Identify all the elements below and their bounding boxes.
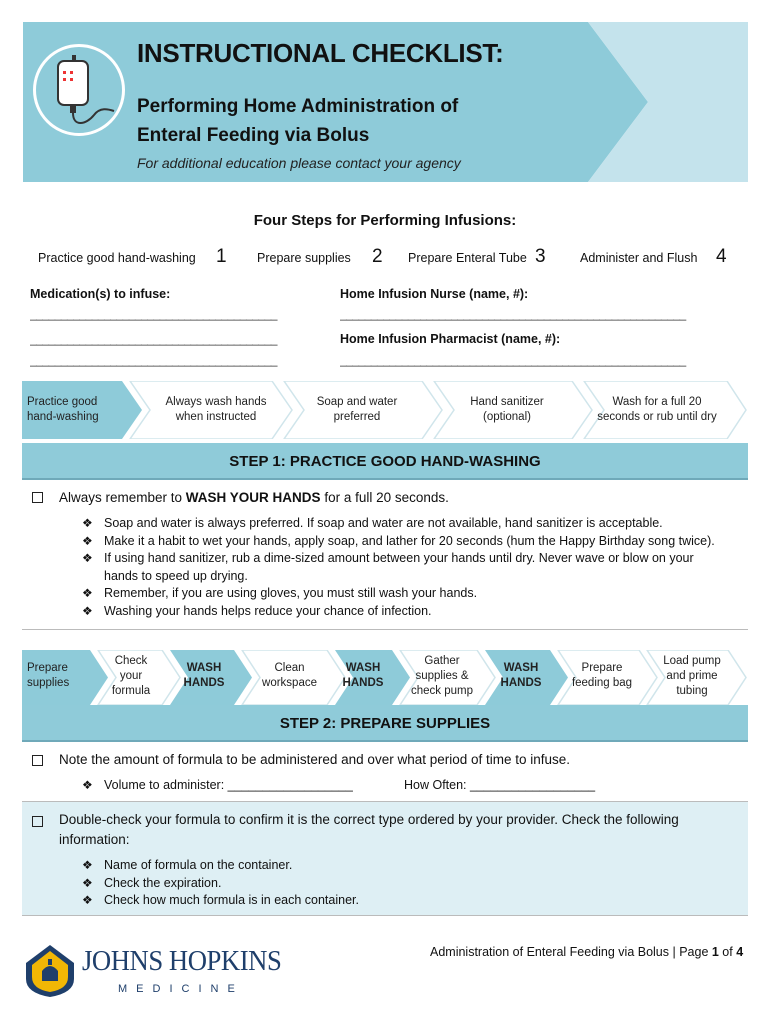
pharmacist-label: Home Infusion Pharmacist (name, #): <box>340 332 561 346</box>
flow2-step-8-line2: feeding bag <box>571 677 633 689</box>
flow2-step-1-line2: supplies <box>27 677 70 689</box>
page-subtitle <box>137 92 537 150</box>
flow2-step-6-line2: supplies & <box>415 670 469 682</box>
johns-hopkins-shield-logo <box>24 943 76 998</box>
contact-note: For additional education please contact your agency <box>137 155 461 171</box>
flow2-step-2-line3: formula <box>111 685 151 697</box>
step1-bullet: ❖ Washing your hands helps reduce your chance of infection. <box>82 603 742 621</box>
flow1-step-2 <box>146 395 286 425</box>
step2-volume-row <box>82 777 353 795</box>
flow2-step-7-line2: HANDS <box>500 677 542 689</box>
footer-page-total: 4 <box>736 945 744 959</box>
page-footer-text <box>430 945 743 959</box>
iv-bag-icon <box>33 44 125 136</box>
medications-line-2[interactable]: ________________________________________ <box>30 332 277 346</box>
flow2-step-9-line2: and prime <box>666 670 718 682</box>
step1-bullet: ❖ If using hand sanitizer, rub a dime-sized amount between your hands until dry. Never wave or blow on your hands to speed up drying. <box>82 550 724 585</box>
nurse-line[interactable]: ________________________________________________________ <box>340 307 686 321</box>
flow2-step-9-line1: Load pump <box>663 655 721 667</box>
four-step-label-1: Practice good hand-washing <box>38 251 196 265</box>
four-step-label-4: Administer and Flush <box>580 251 698 265</box>
step1-check-pre: Always remember to <box>59 490 186 505</box>
flow2-step-5-line2: HANDS <box>342 677 384 689</box>
flow1-step-5-line1: Wash for a full 20 <box>612 396 702 408</box>
step2-heading: STEP 2: PREPARE SUPPLIES <box>22 705 748 742</box>
how-often-field[interactable]: How Often: __________________ <box>404 778 596 792</box>
flow1-step-1-line2: hand-washing <box>27 411 99 423</box>
flow1-step-4-line2: (optional) <box>483 411 531 423</box>
volume-field[interactable]: ❖ Volume to administer: __________________ <box>82 777 353 795</box>
four-step-label-2: Prepare supplies <box>257 251 351 265</box>
pharmacist-line[interactable]: ________________________________________________________ <box>340 353 686 367</box>
flow2-step-5-line1: WASH <box>345 662 381 674</box>
flow2-step-6-line1: Gather <box>424 655 460 667</box>
step2-check1-text: Note the amount of formula to be administered and over what period of time to infuse. <box>59 752 571 767</box>
flow2-step-7 <box>495 661 547 691</box>
flow2-step-2 <box>106 654 156 699</box>
footer-page-of: of <box>718 945 737 959</box>
step2-bullet: ❖ Check the expiration. <box>82 875 359 893</box>
step1-heading: STEP 1: PRACTICE GOOD HAND-WASHING <box>22 443 748 480</box>
flow1-step-5 <box>587 395 727 425</box>
four-step-num-3: 3 <box>535 246 546 267</box>
four-step-label-3: Prepare Enteral Tube <box>408 251 527 265</box>
flow1-step-2-line1: Always wash hands <box>165 396 267 408</box>
flow2-step-8 <box>566 661 638 691</box>
flow1-step-3 <box>292 395 422 425</box>
flow2-step-4 <box>252 661 327 691</box>
step2-bullet: ❖ Check how much formula is in each container. <box>82 892 359 910</box>
divider <box>22 629 748 630</box>
four-step-num-4: 4 <box>716 246 727 267</box>
four-step-num-1: 1 <box>216 246 227 267</box>
step1-check-bold: WASH YOUR HANDS <box>185 490 321 505</box>
footer-page-num: 1 <box>711 945 719 959</box>
step2-checkbox-1[interactable] <box>32 755 43 766</box>
step1-bullet: ❖ Make it a habit to wet your hands, apply soap, and lather for 20 seconds (hum the Happy Birthday song twice). <box>82 533 742 551</box>
step1-bullet: ❖ Remember, if you are using gloves, you must still wash your hands. <box>82 585 742 603</box>
flow2-step-6-line3: check pump <box>410 685 473 697</box>
flow2-step-6 <box>408 654 476 699</box>
footer-doc-title: Administration of Enteral Feeding via Bolus | Page <box>430 945 712 959</box>
step1-bullets <box>82 515 742 620</box>
flow1-step-1 <box>27 395 122 425</box>
flow2-step-2-line2: your <box>119 670 143 682</box>
flow1-step-4-line1: Hand sanitizer <box>470 396 544 408</box>
flow1-step-4 <box>442 395 572 425</box>
flow2-step-4-line2: workspace <box>262 677 317 689</box>
step2-bullets <box>82 857 359 910</box>
flow2-step-2-line1: Check <box>114 655 148 667</box>
subtitle-line-2: Enteral Feeding via Bolus <box>137 125 370 146</box>
logo-subtext: MEDICINE <box>118 983 244 995</box>
flow1-step-3-line1: Soap and water <box>316 396 398 408</box>
flow2-step-4-line1: Clean <box>274 662 305 674</box>
handwashing-flow <box>22 381 748 439</box>
step1-check-post: for a full 20 seconds. <box>320 490 449 505</box>
step2-check2-text: Double-check your formula to confirm it is the correct type ordered by your provider. Check the following information: <box>59 812 679 847</box>
step1-checkbox[interactable] <box>32 492 43 503</box>
four-steps-title: Four Steps for Performing Infusions: <box>253 212 517 229</box>
step2-checkbox-2[interactable] <box>32 816 43 827</box>
prepare-supplies-flow <box>22 650 748 705</box>
flow2-step-7-line1: WASH <box>503 662 539 674</box>
flow2-step-8-line1: Prepare <box>581 662 623 674</box>
page-title: INSTRUCTIONAL CHECKLIST: <box>137 38 504 68</box>
subtitle-line-1: Performing Home Administration of <box>137 96 459 117</box>
flow2-step-1-line1: Prepare <box>27 662 68 674</box>
flow2-step-3 <box>178 661 230 691</box>
medications-label: Medication(s) to infuse: <box>30 287 171 301</box>
flow2-step-3-line2: HANDS <box>183 677 225 689</box>
flow1-step-5-line2: seconds or rub until dry <box>597 411 717 423</box>
step2-bullet: ❖ Name of formula on the container. <box>82 857 359 875</box>
flow2-step-9-line3: tubing <box>676 685 708 697</box>
medications-line-1[interactable]: ________________________________________ <box>30 307 277 321</box>
step1-check-text <box>59 488 449 508</box>
flow1-step-3-line2: preferred <box>333 411 381 423</box>
flow2-step-9 <box>657 654 727 699</box>
flow1-step-1-line1: Practice good <box>27 396 98 408</box>
divider <box>22 915 748 916</box>
flow2-step-3-line1: WASH <box>186 662 222 674</box>
four-step-num-2: 2 <box>372 246 383 267</box>
step1-bullet: ❖ Soap and water is always preferred. If soap and water are not available, hand sanitizer is acceptable. <box>82 515 742 533</box>
flow1-step-2-line2: when instructed <box>175 411 257 423</box>
nurse-label: Home Infusion Nurse (name, #): <box>340 287 529 301</box>
flow2-step-5 <box>337 661 389 691</box>
medications-line-3[interactable]: ________________________________________ <box>30 353 277 367</box>
logo-wordmark: JOHNS HOPKINS <box>82 945 282 977</box>
flow2-step-1 <box>27 661 89 691</box>
